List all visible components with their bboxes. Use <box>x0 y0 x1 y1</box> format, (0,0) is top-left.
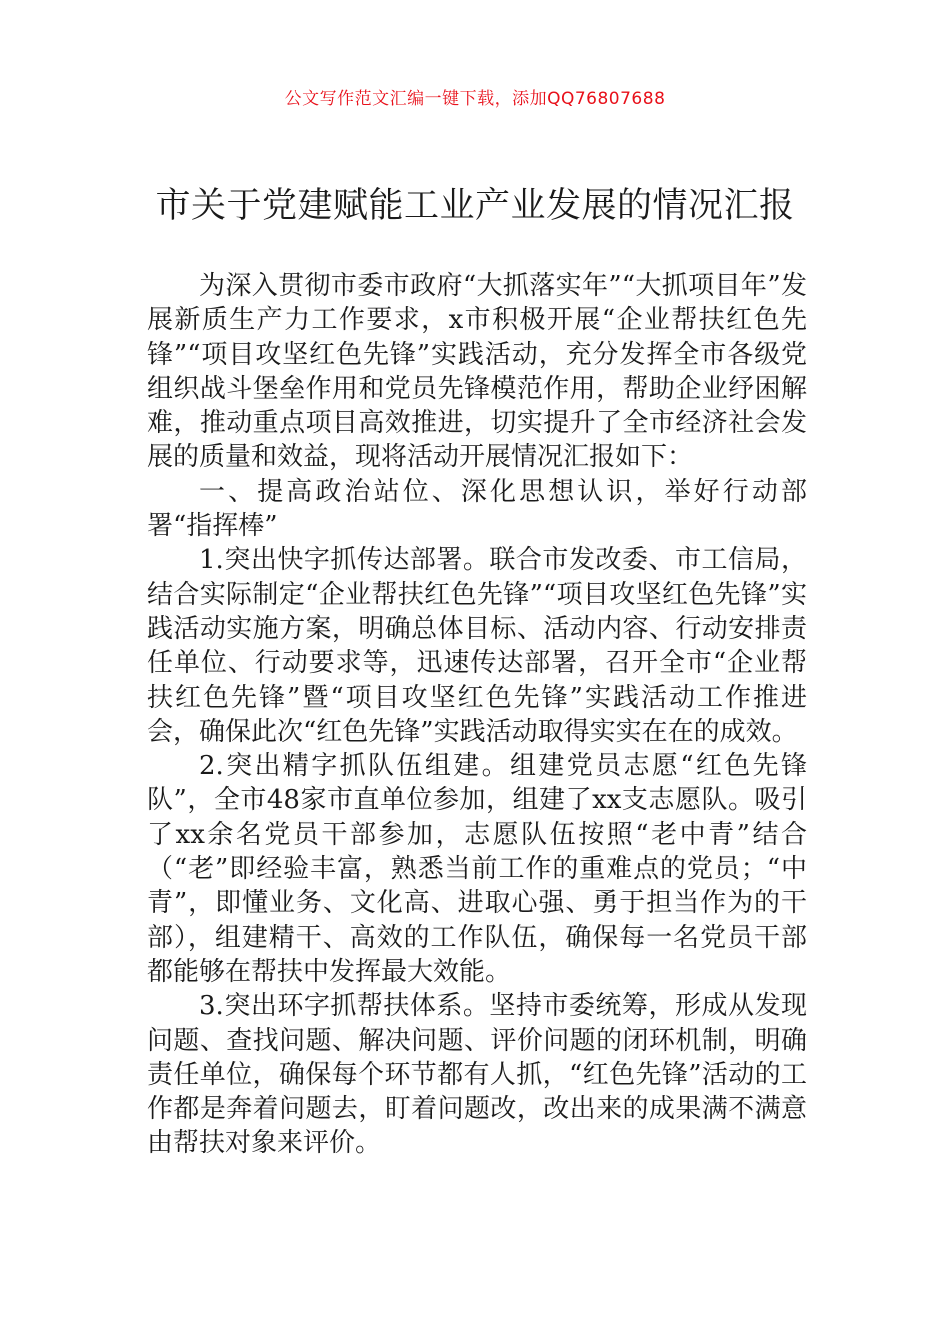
paragraph-intro: 为深入贯彻市委市政府“大抓落实年”“大抓项目年”发展新质生产力工作要求，x市积极开展“企业帮扶红色先锋”“项目攻坚红色先锋”实践活动，充分发挥全市各级党组织战斗堡垒作用和党员先锋模范作用，帮助企业纾困解难，推动重点项目高效推进，切实提升了全市经济社会发展的质量和效益，现将活动开展情况汇报如下： <box>147 271 807 473</box>
section-heading-1: 一、提高政治站位、深化思想认识，举好行动部署“指挥棒” <box>147 476 807 542</box>
document-body <box>147 269 807 1161</box>
paragraph-item-3: 3.突出环字抓帮扶体系。坚持市委统筹，形成从发现问题、查找问题、解决问题、评价问题的闭环机制，明确责任单位，确保每个环节都有人抓，“红色先锋”活动的工作都是奔着问题去，盯着问题改，改出来的成果满不满意由帮扶对象来评价。 <box>147 991 807 1159</box>
paragraph-item-1: 1.突出快字抓传达部署。联合市发改委、市工信局，结合实际制定“企业帮扶红色先锋”“项目攻坚红色先锋”实践活动实施方案，明确总体目标、活动内容、行动安排责任单位、行动要求等，迅速传达部署，召开全市“企业帮扶红色先锋”暨“项目攻坚红色先锋”实践活动工作推进会，确保此次“红色先锋”实践活动取得实实在在的成效。 <box>147 545 807 747</box>
document-title: 市关于党建赋能工业产业发展的情况汇报 <box>155 186 795 226</box>
paragraph-item-2: 2.突出精字抓队伍组建。组建党员志愿“红色先锋队”，全市48家市直单位参加，组建了xx支志愿队。吸引了xx余名党员干部参加，志愿队伍按照“老中青”结合（“老”即经验丰富，熟悉当前工作的重难点的党员；“中青”，即懂业务、文化高、进取心强、勇于担当作为的干部），组建精干、高效的工作队伍，确保每一名党员干部都能够在帮扶中发挥最大效能。 <box>147 751 807 987</box>
download-notice: 公文写作范文汇编一键下载，添加QQ76807688 <box>284 89 666 109</box>
